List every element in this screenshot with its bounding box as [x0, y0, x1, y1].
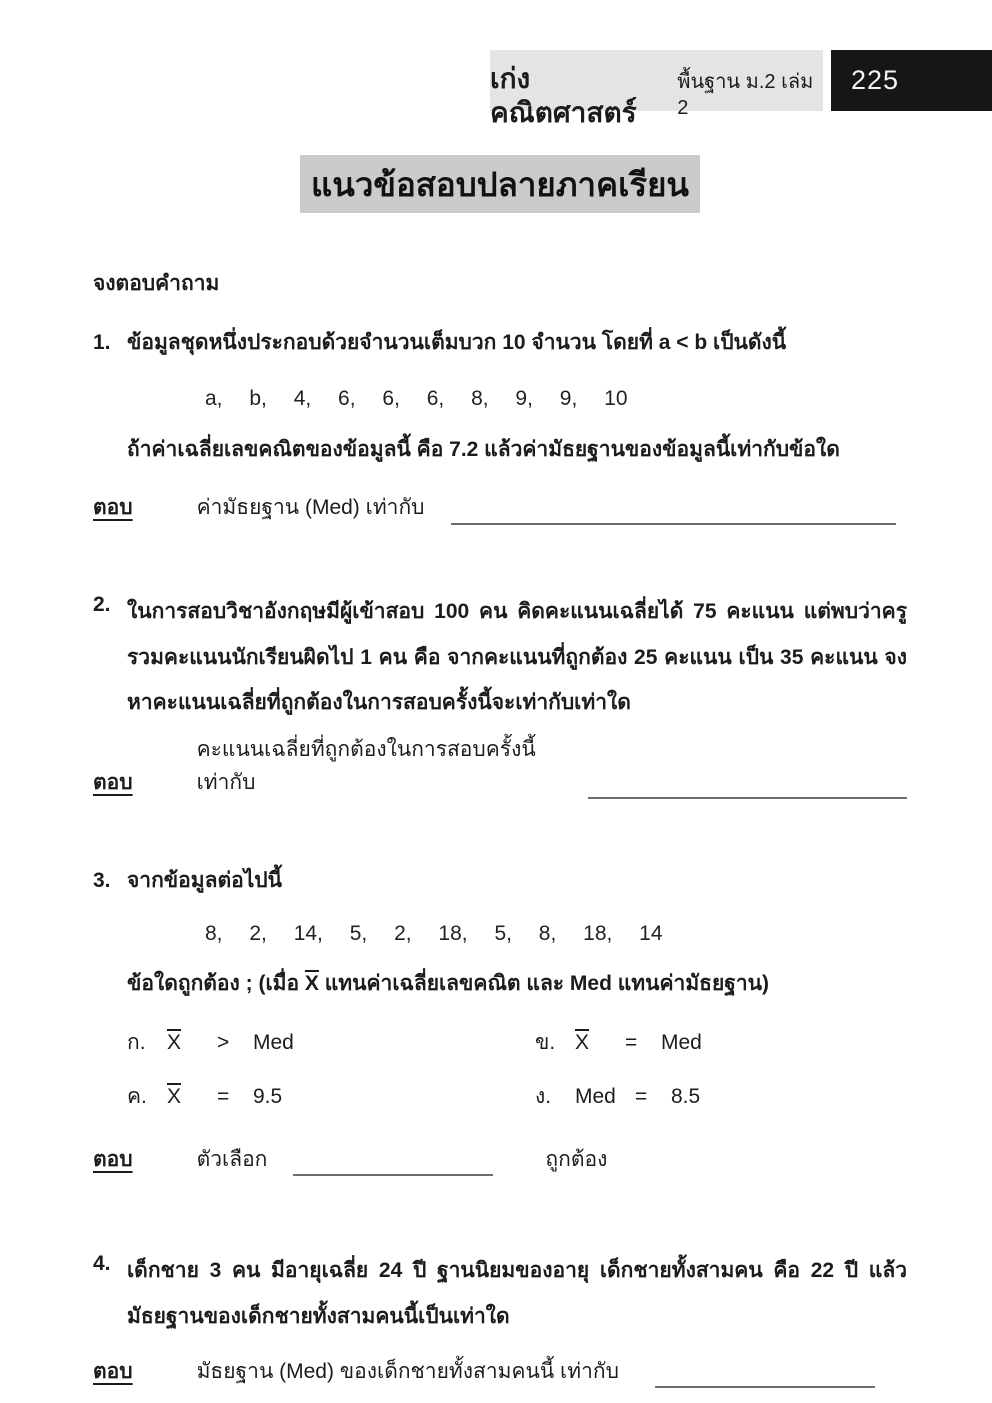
question-4-number: 4. — [93, 1252, 111, 1276]
question-3-answer-prompt: ตัวเลือก — [196, 1147, 268, 1171]
choice-d-label: ง. — [535, 1085, 552, 1109]
question-2 — [93, 589, 907, 726]
section-title-box — [300, 155, 700, 213]
question-2-answer-row — [93, 734, 907, 799]
question-4-text: เด็กชาย 3 คน มีอายุเฉลี่ย 24 ปี ฐานนิยมของอายุ เด็กชายทั้งสามคน คือ 22 ปี แล้วมัธยฐานของเด็กชายทั้งสามคนนี้เป็นเท่าใด — [127, 1259, 907, 1329]
page-header — [490, 50, 992, 128]
question-1-text-2: ถ้าค่าเฉลี่ยเลขคณิตของข้อมูลนี้ คือ 7.2 แล้วค่ามัธยฐานของข้อมูลนี้เท่ากับข้อใด — [127, 437, 840, 461]
choice-c-operator: = — [217, 1085, 230, 1109]
question-2-body — [127, 589, 907, 726]
choice-d-operator: = — [635, 1085, 648, 1109]
choice-b-label: ข. — [535, 1030, 556, 1054]
x-bar-symbol: $\overline{X}$ — [304, 972, 319, 996]
choice-c-label: ค. — [127, 1085, 147, 1109]
question-1-number: 1. — [93, 330, 111, 354]
choice-d-value: 8.5 — [671, 1085, 701, 1109]
answer-label: ตอบ — [93, 496, 133, 520]
choice-c — [127, 1081, 535, 1114]
question-1-answer-prompt: ค่ามัธยฐาน (Med) เท่ากับ — [196, 496, 425, 520]
book-subtitle: พื้นฐาน ม.2 เล่ม 2 — [677, 71, 814, 119]
question-2-answer-blank — [588, 775, 907, 799]
answer-label: ตอบ — [93, 770, 133, 794]
question-3-data-values: 8, 2, 14, 5, 2, 18, 5, 8, 18, 14 — [205, 921, 663, 945]
question-3-text: จากข้อมูลต่อไปนี้ — [127, 869, 282, 893]
question-4-body — [127, 1248, 907, 1340]
choice-d-lhs: Med — [575, 1085, 616, 1109]
choice-d — [535, 1081, 907, 1114]
page-content — [93, 268, 907, 1388]
question-2-answer-prompt: คะแนนเฉลี่ยที่ถูกต้องในการสอบครั้งนี้ เท่ากับ — [196, 738, 536, 794]
x-bar-symbol: $\overline{X}$ — [167, 1085, 182, 1109]
question-3-prompt-suffix: แทนค่าเฉลี่ยเลขคณิต และ Med แทนค่ามัธยฐาน) — [318, 972, 770, 996]
question-3-choices — [127, 1027, 907, 1114]
choice-b-value: Med — [661, 1030, 702, 1054]
question-1 — [93, 327, 907, 467]
question-4-answer-prompt: มัธยฐาน (Med) ของเด็กชายทั้งสามคนนี้ เท่ากับ — [196, 1359, 619, 1383]
page-number: 225 — [851, 65, 900, 95]
choice-a — [127, 1027, 535, 1060]
question-3-body — [127, 865, 907, 1114]
question-2-text: ในการสอบวิชาอังกฤษมีผู้เข้าสอบ 100 คน คิดคะแนนเฉลี่ยได้ 75 คะแนน แต่พบว่าครูรวมคะแนนนักเรียนผิดไป 1 คน คือ จากคะแนนที่ถูกต้อง 25 คะแนน เป็น 35 คะแนน จงหาคะแนนเฉลี่ยที่ถูกต้องในการสอบครั้งนี้จะเท่ากับเท่าใด — [127, 599, 907, 715]
choice-a-label: ก. — [127, 1030, 146, 1054]
question-1-data-values: a, b, 4, 6, 6, 6, 8, 9, 9, 10 — [205, 387, 628, 411]
question-4-answer-blank — [655, 1364, 875, 1388]
choice-b — [535, 1027, 907, 1060]
question-3-answer-row — [93, 1144, 907, 1177]
question-4 — [93, 1248, 907, 1340]
question-3-answer-suffix: ถูกต้อง — [545, 1147, 608, 1171]
question-3-prompt-prefix: ข้อใดถูกต้อง ; (เมื่อ — [127, 972, 305, 996]
header-divider-gap — [823, 50, 831, 111]
choice-b-operator: = — [625, 1030, 638, 1054]
answer-label: ตอบ — [93, 1147, 133, 1171]
answer-label: ตอบ — [93, 1359, 133, 1383]
question-3-answer-blank — [293, 1152, 493, 1176]
question-3-number: 3. — [93, 869, 111, 893]
question-1-answer-blank — [451, 501, 896, 525]
choice-a-value: Med — [253, 1030, 294, 1054]
x-bar-symbol: $\overline{X}$ — [167, 1030, 182, 1054]
page-number-box — [831, 50, 992, 111]
question-4-answer-row — [93, 1356, 907, 1389]
question-2-number: 2. — [93, 592, 111, 616]
section-title: แนวข้อสอบปลายภาคเรียน — [311, 165, 689, 203]
instruction-text: จงตอบคำถาม — [93, 272, 220, 295]
question-1-body — [127, 327, 907, 467]
choice-c-value: 9.5 — [253, 1085, 283, 1109]
choice-a-operator: > — [217, 1030, 230, 1054]
question-3 — [93, 865, 907, 1114]
question-1-text: ข้อมูลชุดหนึ่งประกอบด้วยจำนวนเต็มบวก 10 จำนวน โดยที่ a < b เป็นดังนี้ — [127, 330, 787, 354]
question-1-answer-row — [93, 492, 907, 525]
x-bar-symbol: $\overline{X}$ — [575, 1030, 590, 1054]
book-title-box — [490, 50, 823, 128]
question-3-prompt — [127, 968, 907, 1001]
book-title: เก่งคณิตศาสตร์ — [490, 63, 637, 128]
